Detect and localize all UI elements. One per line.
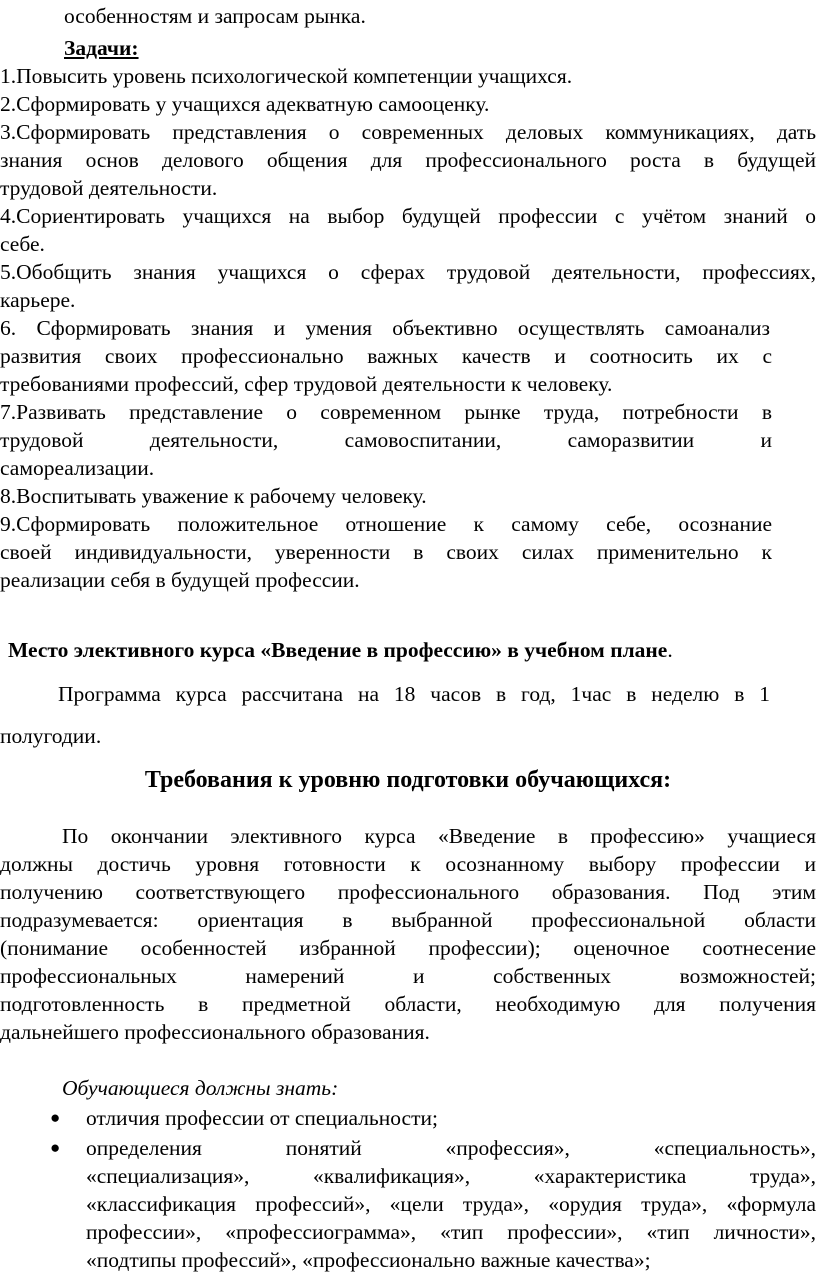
program-line: Программа курса рассчитана на 18 часов в год, 1час в неделю в 1 [58, 682, 770, 706]
requirements-heading: Требования к уровню подготовки обучающихся: [144, 767, 672, 793]
tasks-heading [64, 34, 264, 62]
place-heading-period: . [667, 638, 673, 662]
task-line: 5.Обобщить знания учащихся о сферах трудовой деятельности, профессиях, [0, 260, 816, 284]
task-line: самореализации. [0, 456, 155, 480]
requirements-line: дальнейшего профессионального образования. [0, 1020, 430, 1044]
task-line: своей индивидуальности, уверенности в своих силах применительно к [0, 540, 772, 564]
task-line: 1.Повысить уровень психологической компетенции учащихся. [0, 64, 573, 88]
list-item: отличия профессии от специальности; [86, 1106, 438, 1130]
list-item-line: «подтипы профессий», «профессионально важные качества»; [86, 1248, 651, 1272]
task-line: знания основ делового общения для профессионального роста в будущей [0, 148, 816, 172]
task-line: трудовой деятельности. [0, 176, 218, 200]
place-heading [8, 636, 808, 664]
requirements-line: профессиональных намерений и собственных возможностей; [0, 964, 816, 988]
requirements-line: (понимание особенностей избранной профессии); оценочное соотнесение [0, 936, 816, 960]
program-line: полугодии. [0, 724, 102, 748]
list-item-line: профессии», «профессиограмма», «тип профессии», «тип личности», [86, 1220, 816, 1244]
bullet-icon: ● [50, 1108, 61, 1127]
task-line: карьере. [0, 288, 76, 312]
tasks-heading-text: Задачи: [64, 36, 139, 60]
task-line: 8.Воспитывать уважение к рабочему человеку. [0, 484, 427, 508]
list-item-line: «классификация профессий», «цели труда», «орудия труда», «формула [86, 1192, 816, 1216]
task-line: развития своих профессионально важных качеств и соотносить их с [0, 344, 772, 368]
requirements-line: подготовленность в предметной области, необходимую для получения [0, 992, 816, 1016]
task-line: 3.Сформировать представления о современных деловых коммуникациях, дать [0, 120, 816, 144]
task-line: трудовой деятельности, самовоспитании, саморазвитии и [0, 428, 772, 452]
list-item-line: определения понятий «профессия», «специальность», [86, 1136, 816, 1160]
place-heading-text: Место элективного курса «Введение в профессию» в учебном плане [8, 638, 668, 662]
task-line: 2.Сформировать у учащихся адекватную самооценку. [0, 92, 490, 116]
requirements-line: подразумевается: ориентация в выбранной профессиональной области [0, 908, 816, 932]
know-heading: Обучающиеся должны знать: [62, 1076, 339, 1100]
task-line: реализации себя в будущей профессии. [0, 568, 360, 592]
intro-tail: особенностям и запросам рынка. [64, 4, 366, 28]
list-item-line: «специализация», «квалификация», «характеристика труда», [86, 1164, 816, 1188]
task-line: 4.Сориентировать учащихся на выбор будущей профессии с учётом знаний о [0, 204, 816, 228]
task-line: требованиями профессий, сфер трудовой деятельности к человеку. [0, 372, 613, 396]
requirements-line: По окончании элективного курса «Введение в профессию» учащиеся [62, 824, 816, 848]
requirements-line: получению соответствующего профессионального образования. Под этим [0, 880, 816, 904]
task-line: 6. Сформировать знания и умения объективно осуществлять самоанализ [0, 316, 770, 340]
task-line: 9.Сформировать положительное отношение к самому себе, осознание [0, 512, 772, 536]
task-line: себе. [0, 232, 45, 256]
task-line: 7.Развивать представление о современном рынке труда, потребности в [0, 400, 772, 424]
bullet-icon: ● [50, 1138, 61, 1157]
requirements-line: должны достичь уровня готовности к осознанному выбору профессии и [0, 852, 816, 876]
